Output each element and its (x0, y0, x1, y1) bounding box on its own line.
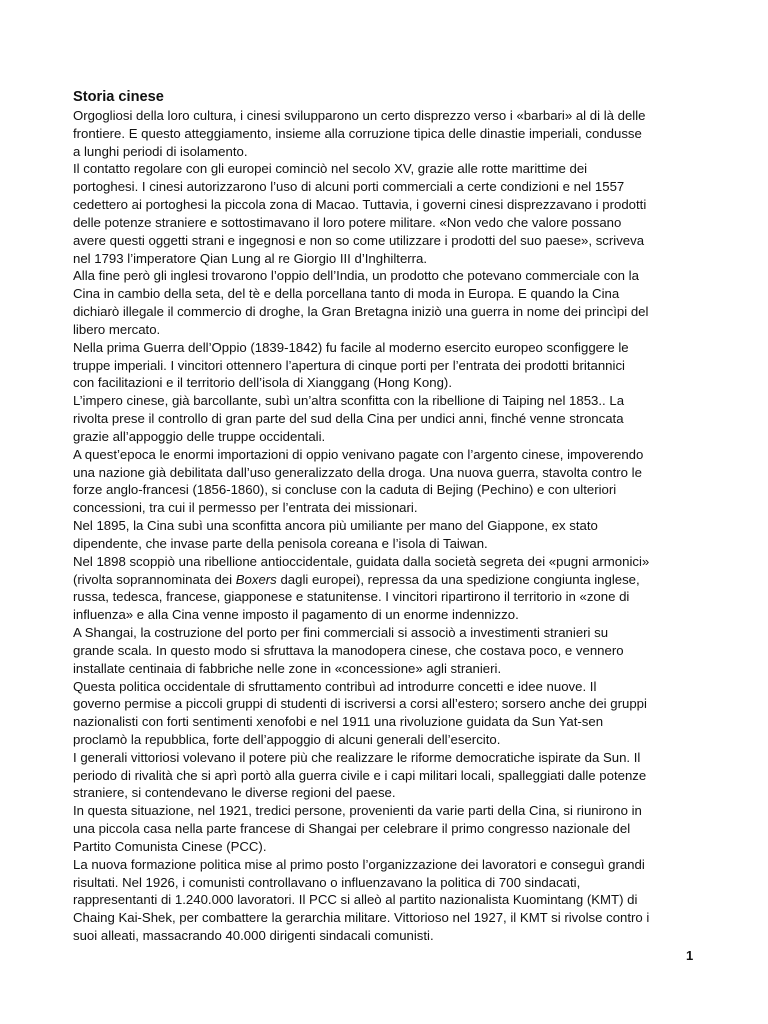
body-line: Partito Comunista Cinese (PCC). (73, 838, 267, 854)
body-line: Questa politica occidentale di sfruttamento contribuì ad introdurre concetti e idee nuove. Il (73, 678, 597, 694)
body-line: rappresentanti di 1.240.000 lavoratori. Il PCC si allеò al partito nazionalista Kuomintang (KMT) di (73, 892, 638, 908)
body-line: Cina in cambio della seta, del tè e della porcellana tanto di moda in Europa. E quando la Cina (73, 286, 620, 302)
body-line: portoghesi. I cinesi autorizzarono l’uso di alcuni porti commerciali a certe condizioni e nel 1557 (73, 179, 625, 195)
body-line: con facilitazioni e il territorio dell’isola di Xianggang (Hong Kong). (73, 375, 452, 391)
document-body (73, 107, 703, 945)
body-line: I generali vittoriosi volevano il potere più che realizzare le riforme democratiche ispirate da Sun. Il (73, 749, 641, 765)
body-line: rivolta prese il controllo di gran parte del sud della Cina per undici anni, finché venne stroncata (73, 411, 624, 427)
body-line: Nella prima Guerra dell’Oppio (1839-1842) fu facile al moderno esercito europeo sconfiggere le (73, 339, 629, 355)
body-line: cedettero ai portoghesi la piccola zona di Macao. Tuttavia, i governi cinesi disprezzavano i prodotti (73, 197, 647, 213)
body-line: Nel 1895, la Cina subì una sconfitta ancora più umiliante per mano del Giappone, ex stato (73, 518, 598, 534)
body-line: delle potenze straniere e sottostimavano il loro potere militare. «Non vedo che valore possano (73, 214, 622, 230)
body-line: Il contatto regolare con gli europei cominciò nel secolo XV, grazie alle rotte marittime dei (73, 161, 588, 177)
page-number: 1 (686, 948, 694, 963)
body-line: periodo di rivalità che si aprì portò alla guerra civile e i capi militari locali, spalleggiati dalle potenze (73, 767, 647, 783)
body-line: nel 1793 l’imperatore Qian Lung al re Giorgio III d’Inghilterra. (73, 250, 428, 266)
body-line: (rivolta soprannominata dei Boxers dagli europei), repressa da una spedizione congiunta inglese, (73, 571, 640, 587)
body-line: una piccola casa nella parte francese di Shangai per celebrare il primo congresso nazionale del (73, 821, 631, 837)
body-line: libero mercato. (73, 321, 161, 337)
body-line: avere questi oggetti strani e ingegnosi e non so come utilizzare i prodotti del suo paese», scriveva (73, 232, 645, 248)
body-line: Orgogliosi della loro cultura, i cinesi svilupparono un certo disprezzo verso i «barbari» al di là delle (73, 108, 646, 123)
body-line: una nazione già debilitata dall’uso generalizzato della droga. Una nuova guerra, stavolta contro le (73, 464, 642, 480)
body-line: suoi alleati, massacrando 40.000 dirigenti sindacali comunisti. (73, 928, 434, 944)
body-line: Nel 1898 scoppiò una ribellione antioccidentale, guidata dalla società segreta dei «pugni armonici» (73, 553, 650, 569)
body-line: grande scala. In questo modo si sfruttava la manodopera cinese, che costava poco, e vennero (73, 642, 624, 658)
body-line: governo permise a piccoli gruppi di studenti di iscriversi a corsi all’estero; sorsero anche dei gruppi (73, 696, 647, 712)
body-line: In questa situazione, nel 1921, tredici persone, provenienti da varie parti della Cina, si riunirono in (73, 803, 642, 819)
body-line: forze anglo-francesi (1856-1860), si concluse con la caduta di Bejing (Pechino) e con ulteriori (73, 482, 617, 498)
document-page (73, 87, 703, 945)
body-line: a lunghi periodi di isolamento. (73, 143, 248, 159)
body-line: russa, tedesca, francese, giapponese e statunitense. I vincitori ripartirono il territorio in «zone di (73, 589, 630, 605)
body-line: proclamò la repubblica, forte dell’appoggio di alcuni generali dell’esercito. (73, 731, 501, 747)
body-line: A quest’epoca le enormi importazioni di oppio venivano pagate con l’argento cinese, impoverendo (73, 446, 644, 462)
body-line: influenza» e alla Cina venne imposto il pagamento di un enorme indennizzo. (73, 607, 519, 623)
document-title: Storia cinese (73, 89, 164, 105)
body-line: straniere, si contendevano le diverse regioni del paese. (73, 785, 396, 801)
body-line: dipendente, che invase parte della penisola coreana e l’isola di Taiwan. (73, 535, 488, 551)
body-line: installate centinaia di fabbriche nelle zone in «concessione» agli stranieri. (73, 660, 502, 676)
body-line: dichiarò illegale il commercio di droghe, la Gran Bretagna iniziò una guerra in nome dei princìpi del (73, 304, 649, 320)
body-line: L’impero cinese, già barcollante, subì un’altra sconfitta con la ribellione di Taiping nel 1853.. La (73, 393, 625, 409)
body-line: truppe imperiali. I vincitori ottennero l’apertura di cinque porti per l’entrata dei prodotti britannici (73, 357, 625, 373)
body-line: concessioni, tra cui il permesso per l’entrata dei missionari. (73, 500, 418, 516)
body-line: Chaing Kai-Shek, per combattere la gerarchia militare. Vittorioso nel 1927, il KMT si rivolse contro i (73, 910, 650, 926)
body-line: frontiere. E questo atteggiamento, insieme alla corruzione tipica delle dinastie imperiali, condusse (73, 125, 642, 141)
body-line: grazie all’appoggio delle truppe occidentali. (73, 428, 326, 444)
body-line: risultati. Nel 1926, i comunisti controllavano o influenzavano la politica di 700 sindacati, (73, 874, 581, 890)
body-line: A Shangai, la costruzione del porto per fini commerciali si associò a investimenti stranieri su (73, 625, 609, 641)
body-line: nazionalisti con forti sentimenti xenofobi e nel 1911 una rivoluzione guidata da Sun Yat-sen (73, 714, 604, 730)
body-line: Alla fine però gli inglesi trovarono l’oppio dell’India, un prodotto che potevano commerciale con la (73, 268, 639, 284)
body-line: La nuova formazione politica mise al primo posto l’organizzazione dei lavoratori e conseguì grandi (73, 856, 645, 872)
